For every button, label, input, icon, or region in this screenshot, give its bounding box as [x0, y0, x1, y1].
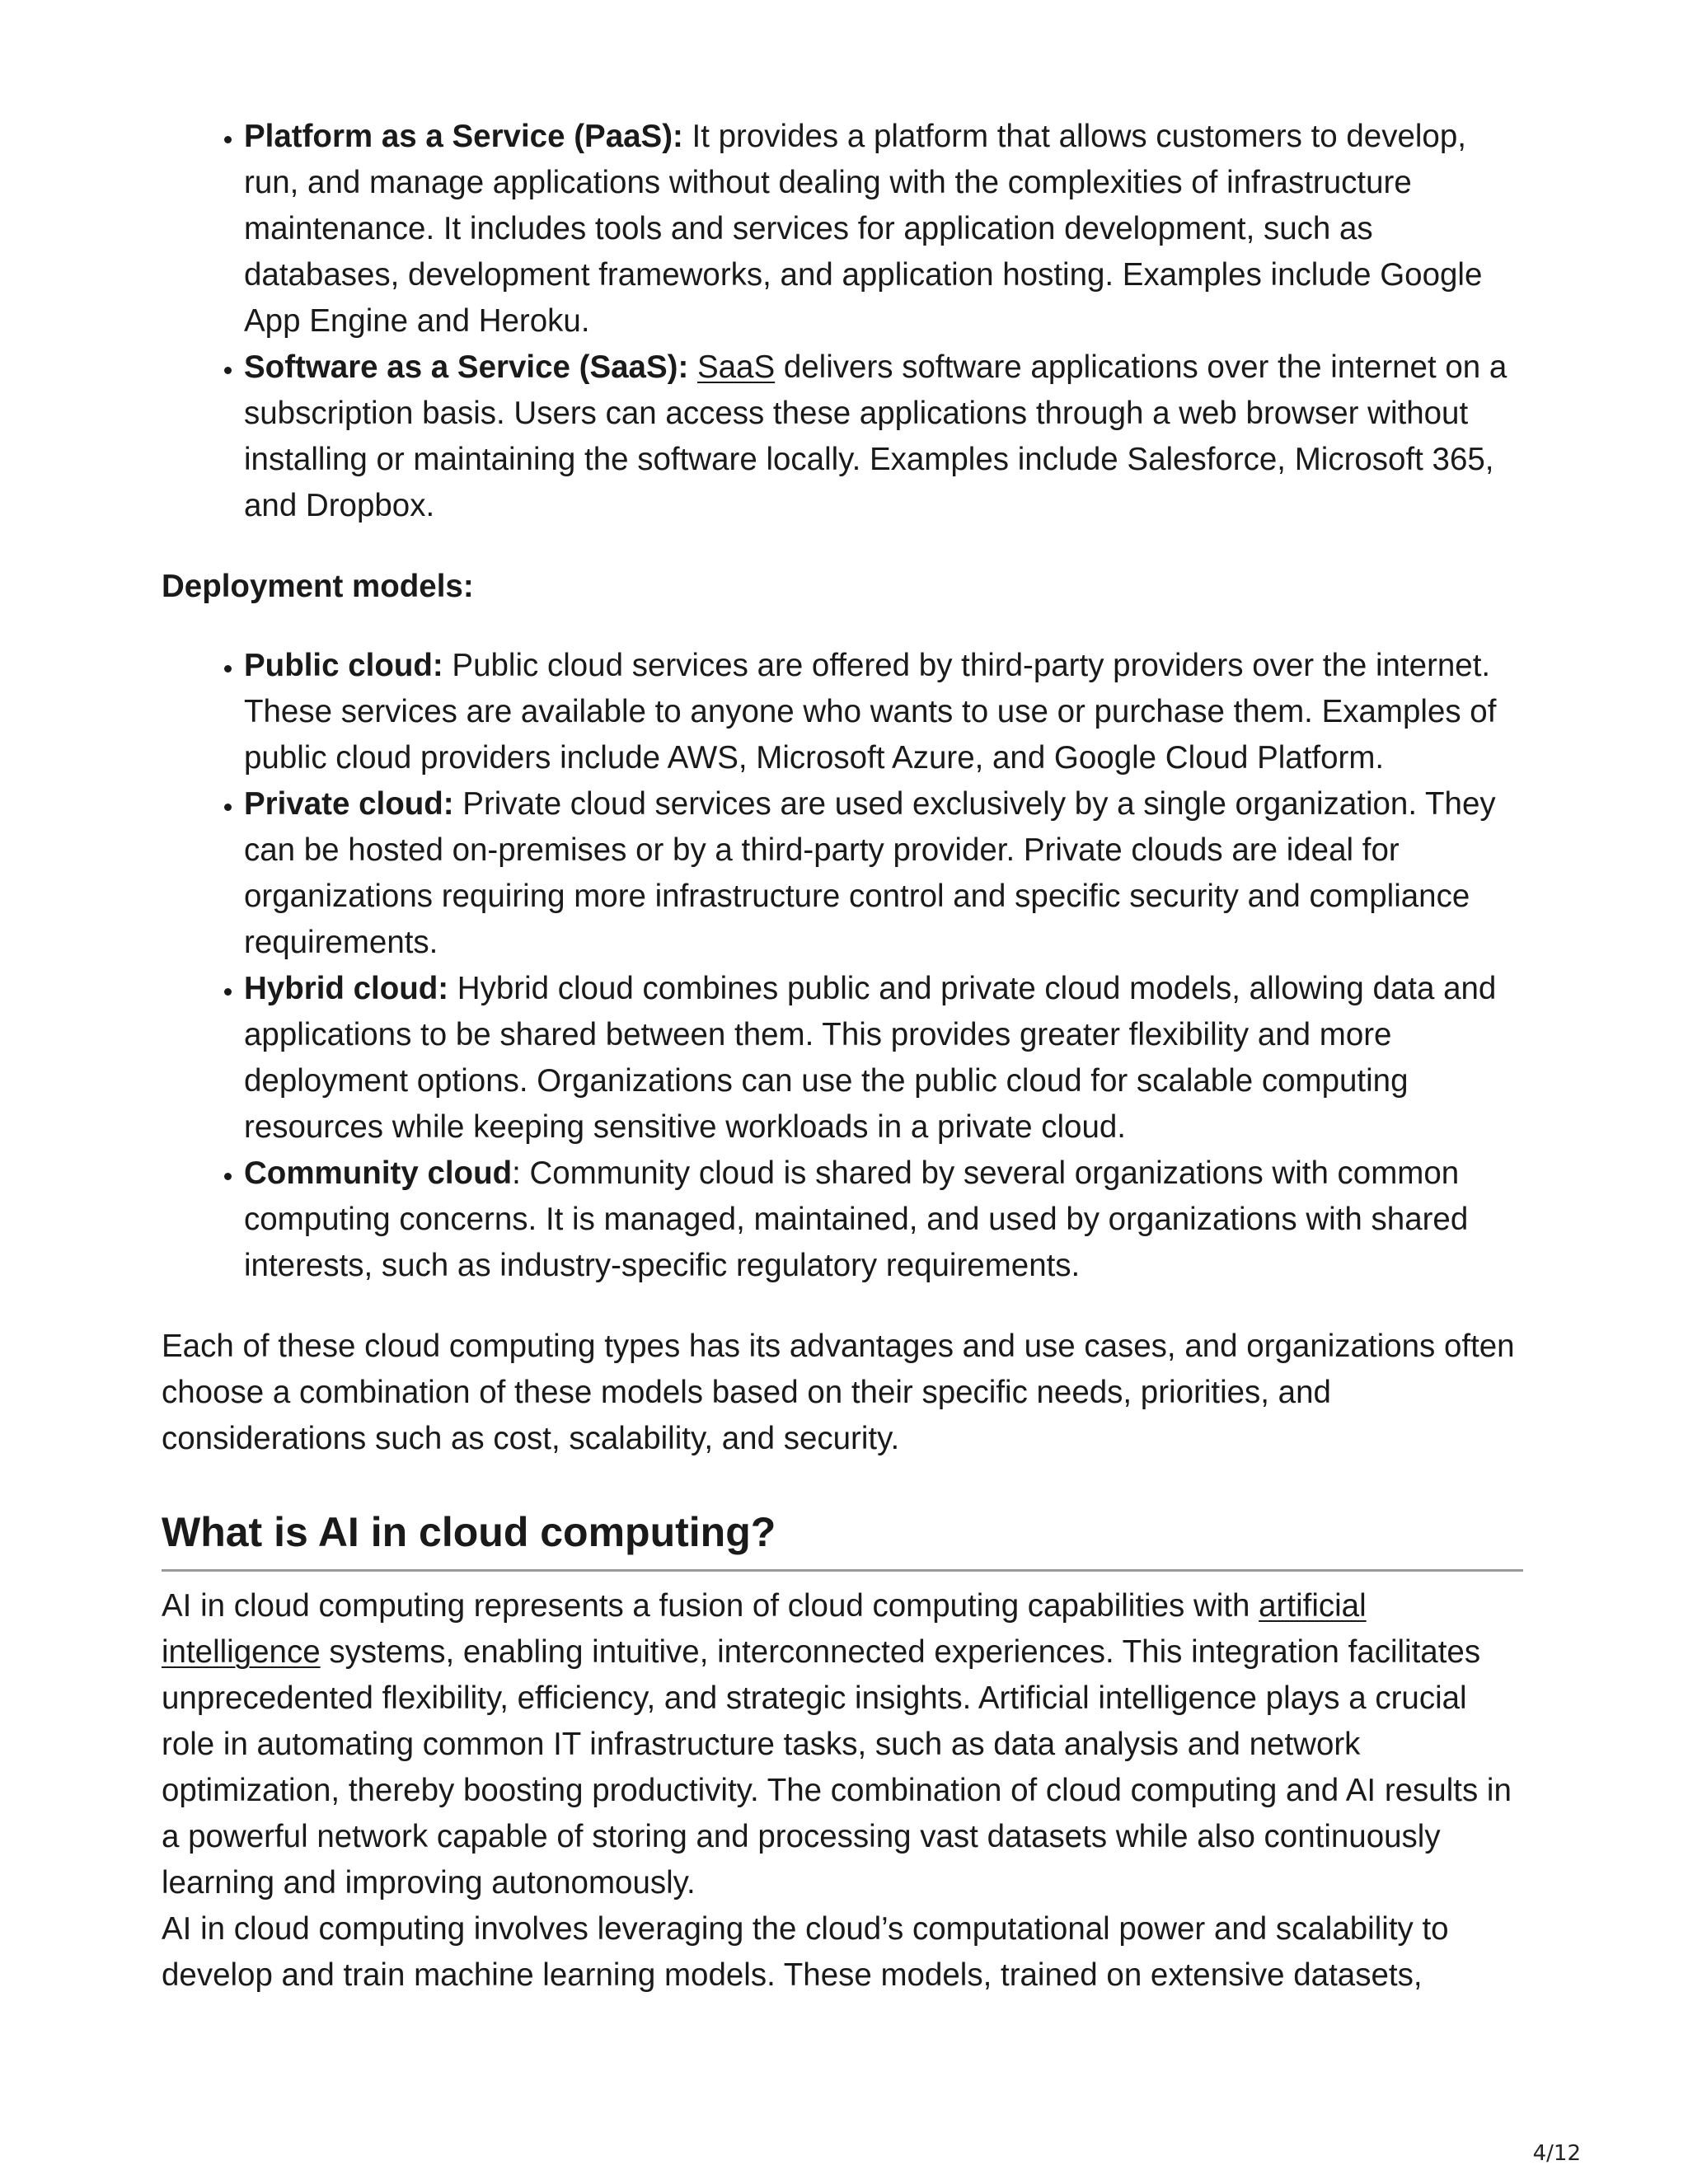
ai-paragraph-1: [162, 1583, 1523, 1906]
description-private-cloud: Private cloud services are used exclusively by a single organization. They can be hosted on-premises or by a third-party provider. Private clouds are ideal for organizations requiring more infrastructure control and specific security and compliance requirements.: [244, 786, 1496, 960]
term-private-cloud: Private cloud:: [244, 786, 454, 822]
summary-paragraph: Each of these cloud computing types has its advantages and use cases, and organizations often choose a combination of these models based on their specific needs, priorities, and considerations such as cost, scalability, and security.: [162, 1329, 1515, 1456]
document-page: [162, 114, 1523, 1999]
page-number: 4/12: [1532, 2141, 1581, 2166]
list-item-hybrid-cloud: [244, 966, 1523, 1151]
description-public-cloud: Public cloud services are offered by third-party providers over the internet. These services are available to anyone who wants to use or purchase them. Examples of public cloud providers include AWS, Microsoft Azure, and Google Cloud Platform.: [244, 648, 1497, 776]
description-saas: delivers software applications over the internet on a subscription basis. Users can access these applications through a web browser without installing or maintaining the software locally. Examples include Salesforce, Microsoft 365, and Dropbox.: [244, 349, 1507, 523]
list-item-saas: [244, 344, 1523, 529]
ai-paragraph-1-end: systems, enabling intuitive, interconnected experiences. This integration facilitates unprecedented flexibility, efficiency, and strategic insights. Artificial intelligence plays a crucial role in automating common IT infrastructure tasks, such as data analysis and network optimization, thereby boosting productivity. The combination of cloud computing and AI results in a powerful network capable of storing and processing vast datasets while also continuously learning and improving autonomously.: [162, 1634, 1512, 1900]
saas-link[interactable]: SaaS: [696, 349, 776, 385]
description-paas: It provides a platform that allows customers to develop, run, and manage applications without dealing with the complexities of infrastructure maintenance. It includes tools and services for application development, such as databases, development frameworks, and application hosting. Examples include Google App Engine and Heroku.: [244, 119, 1483, 339]
description-community-cloud: : Community cloud is shared by several organizations with common computing concerns. It is managed, maintained, and used by organizations with shared interests, such as industry-specific regulatory requirements.: [244, 1155, 1469, 1283]
term-public-cloud: Public cloud:: [244, 648, 443, 683]
list-item-community-cloud: [244, 1151, 1523, 1289]
term-hybrid-cloud: Hybrid cloud:: [244, 971, 449, 1006]
list-item-private-cloud: [244, 781, 1523, 966]
service-models-list: [162, 114, 1523, 529]
artificial-intelligence-link[interactable]: artificial intelligence: [162, 1588, 1367, 1670]
description-hybrid-cloud: Hybrid cloud combines public and private cloud models, allowing data and applications to be shared between them. This provides greater flexibility and more deployment options. Organizations can use the public cloud for scalable computing resources while keeping sensitive workloads in a private cloud.: [244, 971, 1497, 1145]
ai-paragraph-1-start: AI in cloud computing represents a fusion of cloud computing capabilities with: [162, 1588, 1259, 1624]
term-saas: Software as a Service (SaaS):: [244, 349, 689, 385]
deployment-models-list: [162, 643, 1523, 1289]
section-heading: What is AI in cloud computing?: [162, 1505, 1523, 1572]
list-item-public-cloud: [244, 643, 1523, 781]
term-community-cloud: Community cloud: [244, 1155, 513, 1191]
term-paas: Platform as a Service (PaaS):: [244, 119, 683, 154]
list-item-paas: [244, 114, 1523, 344]
deployment-models-label: Deployment models:: [162, 569, 474, 604]
ai-paragraph-2: AI in cloud computing involves leveraging the cloud’s computational power and scalability to develop and train machine learning models. These models, trained on extensive datasets,: [162, 1911, 1449, 1993]
